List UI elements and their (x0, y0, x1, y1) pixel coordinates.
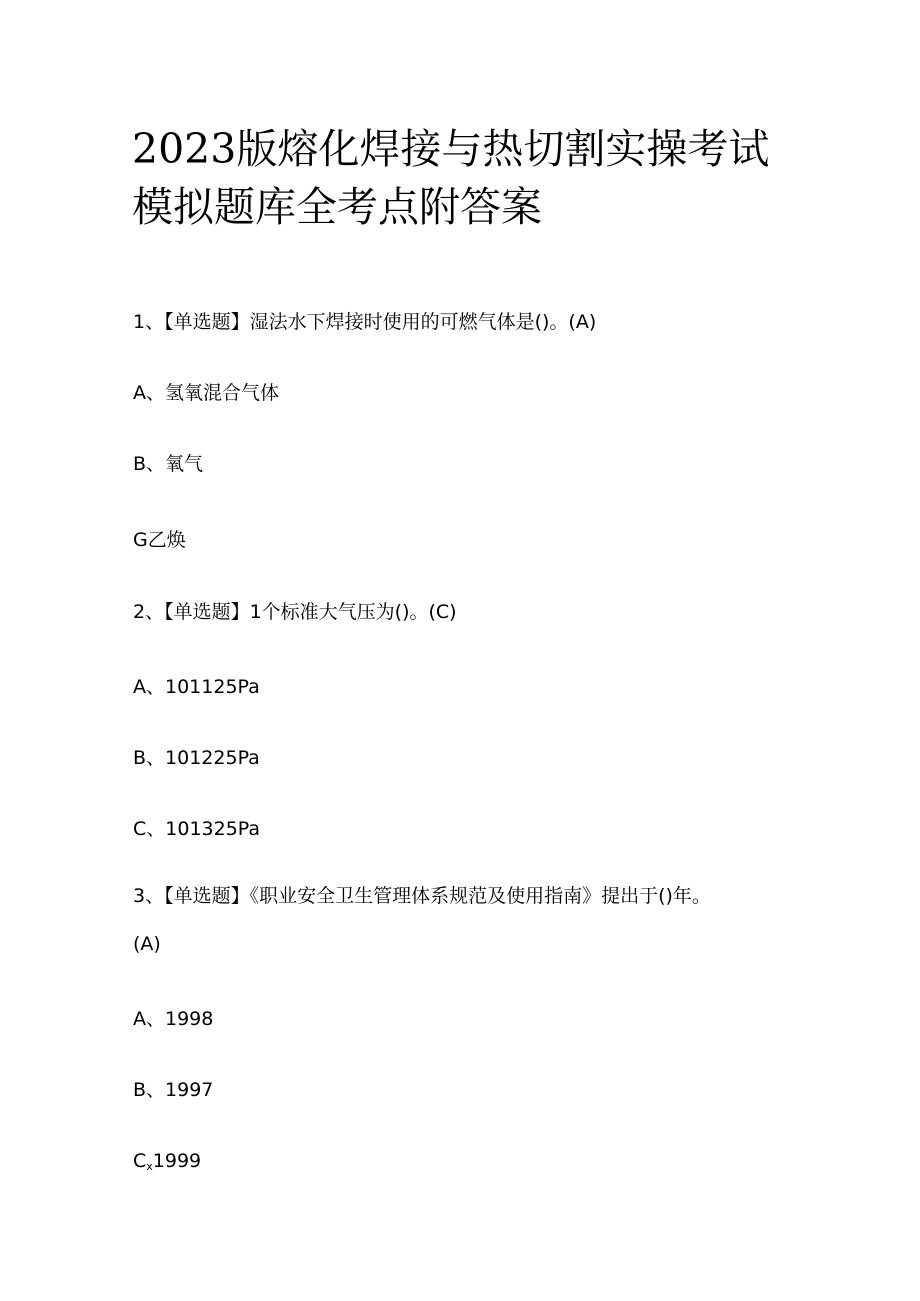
title-line-1: 2023版熔化焊接与热切割实操考试 (132, 125, 770, 173)
question-1-option-b: B、氧气 (133, 453, 204, 475)
question-3-option-c-letter: C (133, 1150, 147, 1172)
question-1-option-c: G乙焕 (133, 529, 186, 551)
question-2-stem: 2、【单选题】1个标准大气压为()。(C) (133, 601, 457, 623)
question-2-option-c: C、101325Pa (133, 818, 261, 840)
question-1-option-a: A、氢氧混合气体 (133, 382, 279, 404)
question-3-option-b: B、1997 (133, 1079, 214, 1101)
question-3-option-c-mark: x (146, 1160, 153, 1173)
question-3-stem-continued: (A) (133, 933, 161, 955)
question-1-stem: 1、【单选题】湿法水下焊接时使用的可燃气体是()。(A) (133, 311, 597, 333)
question-2-option-a: A、101125Pa (133, 676, 260, 698)
question-3-option-c-value: 1999 (152, 1150, 202, 1172)
title-line-2: 模拟题库全考点附答案 (132, 183, 542, 231)
document-title (132, 120, 812, 236)
question-3-option-c (133, 1149, 201, 1179)
question-3-option-a: A、1998 (133, 1008, 214, 1030)
question-3-stem: 3、【单选题】《职业安全卫生管理体系规范及使用指南》提出于()年。 (133, 885, 711, 907)
question-2-option-b: B、101225Pa (133, 747, 260, 769)
